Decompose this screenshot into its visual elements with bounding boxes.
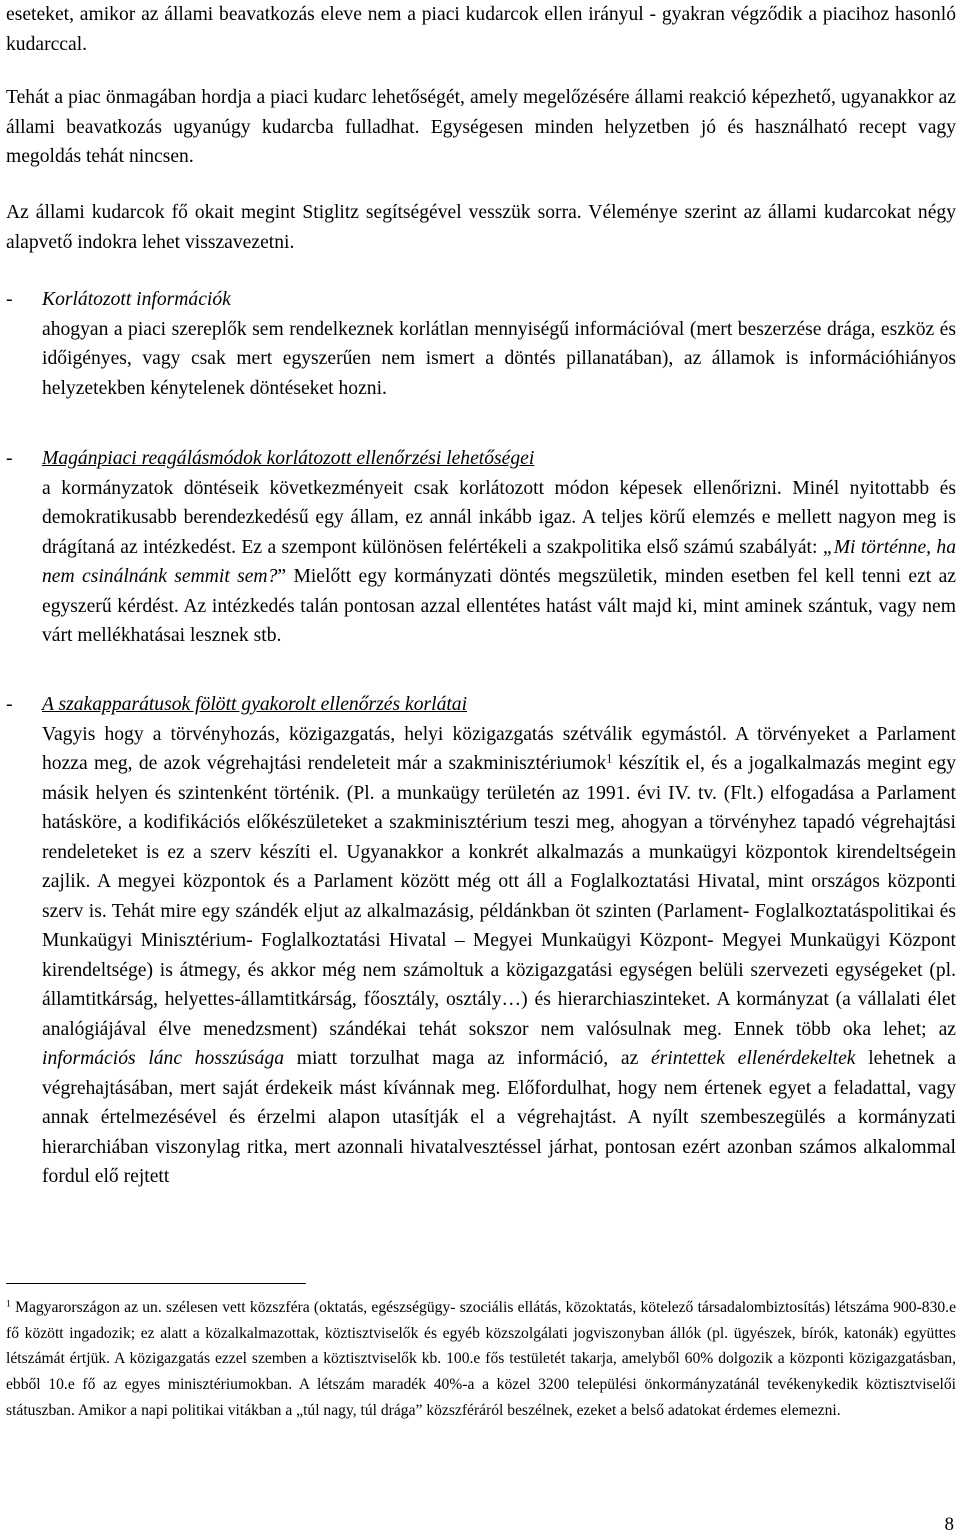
list-item-heading: Korlátozott információk [42,289,231,310]
list-item-body-cont: ” Mielőtt egy kormányzati döntés megszületik, minden esetben fel kell tenni ezt az egyszerű kérdést. Az intézkedés talán pontosan azzal ellentétes hatást vált majd ki, mint aminek szántuk, vagy nem várt mellékhatásai lesznek stb. [42,566,956,646]
list-item-body: ahogyan a piaci szereplők sem rendelkeznek korlátlan mennyiségű információval (mert beszerzése drága, eszköz és időigényes, vagy csak mert egyszerűen nem ismert a döntés pillanatában), az államok is információhiányos helyzetekben kénytelenek döntéseket hozni. [42,318,956,399]
list-item-body-cont: lehetnek a végrehajtásában, mert saját érdekeik mást kívánnak meg. Előfordulhat, hogy nem értenek egyet a feladattal, vagy annak értelmezésével és érzelmi alapon utasítják el a végrehajtást. A nyílt szembeszegülés a kormányzati hierarchiában viszonylag ritka, mert azonnali hivatalvesztéssel járhat, pontosan ezért azonban számos alkalommal fordul elő rejtett [42,1048,956,1187]
list-item-text [42,285,956,403]
list-dash: - [6,448,13,469]
footnote-reference: 1 [606,751,613,766]
footnote-number: 1 [6,1298,11,1310]
list-item-emphasis: érintettek ellenérdekeltek [650,1048,856,1069]
list-item-body: a kormányzatok döntéseik következményeit csak korlátozott módon képesek ellenőrizni. Minél nyitottabb és demokratikusabb berendezkedésű egy állam, ez annál inkább igaz. A teljes körű elemzés e mellett nagyon meg is drágítaná az intézkedést. Ez a szempont különösen felértékeli a szakpolitika első számú szabályát: [42,477,956,558]
list-item-heading: A szakapparátusok fölött gyakorolt ellenőrzés korlátai [42,694,468,715]
footnote-text: Magyarországon az un. szélesen vett közszféra (oktatás, egészségügy- szociális ellátás, közoktatás, kötelező társadalombiztosítás) létszáma 900-830.e fő között ingadozik; ez alatt a közalkalmazottak, köztisztviselők és egyéb közszolgálati jogviszonyban állók (pl. ügyészek, bírók, katonák) együttes létszámát értjük. A közigazgatás ezzel szemben a köztisztviselők kb. 100.e fős testületét takarja, amelyből 60% dolgozik a központi közigazgatásban, ebből 10.e fő az egyes minisztériumokban. A létszám maradék 40%-a a közel 3200 települési önkormányzatánál tevékenykedik köztisztviselői státuszban. Amikor a napi politikai vitákban a „túl nagy, túl drága” közszféráról beszélnek, ezeket a belső adatokat érdemes elemezni. [6,1299,956,1419]
page-number: 8 [944,1514,954,1535]
list-item-body: Vagyis hogy a törvényhozás, közigazgatás, helyi közigazgatás szétválik egymástól. A törvényeket a Parlament hozza meg, de azok végrehajtási rendeleteit már a szakminisztériumok [42,723,956,774]
list-item-text [42,690,956,1192]
list-item-emphasis: információs lánc hosszúsága [42,1048,285,1069]
list-item-quote: „Mi történne, ha nem csinálnánk semmit sem? [42,536,956,587]
paragraph-intro: eseteket, amikor az állami beavatkozás eleve nem a piaci kudarcok ellen irányul - gyakran végződik a piacihoz hasonló kudarccal. [6,4,956,55]
list-item-body-cont: miatt torzulhat maga az információ, az [284,1048,651,1069]
footnote-divider [6,1283,306,1284]
list-item-body-cont: készítik el, és a jogalkalmazás megint egy másik helyen és szintenként történik. (Pl. a munkaügy területén az 1991. évi IV. tv. (Flt.) elfogadása a Parlament hatásköre, a kodifikációs előkészületeket a szakminisztérium teszi meg, ahogyan a törvényhez tapadó végrehajtási rendeleteket is ez a szerv készíti el. Ugyanakkor a konkrét alkalmazás a munkaügyi központok kirendeltségein zajlik. A megyei központok és a Parlament között még ott áll a Foglalkoztatási Hivatal, mint országos központi szerv is. Tehát mire egy szándék eljut az alkalmazásig, példánkban öt szinten (Parlament- Foglalkoztatáspolitikai és Munkaügyi Minisztérium- Foglalkoztatási Hivatal – Megyei Munkaügyi Központ- Megyei Munkaügyi Központ kirendeltsége) is átmegy, és akkor még nem számoltuk a közigazgatási egységen belüli szervezeti egységeket (pl. államtitkárság, helyettes-államtitkárság, főosztály, osztály…) és hierarchiaszinteket. A kormányzat (a vállalati élet analógiájával élve menedzsment) szándékai tehát sokszor nem valósulnak meg. Ennek több oka lehet; az [42,753,956,1040]
paragraph-stiglitz: Az állami kudarcok fő okait megint Stiglitz segítségével vesszük sorra. Véleménye szerint az állami kudarcokat négy alapvető indokra lehet visszavezetni. [6,202,956,253]
list-item-text [42,444,956,651]
footnote [6,1295,956,1424]
list-item-heading: Magánpiaci reagálásmódok korlátozott ellenőrzési lehetőségei [42,448,535,469]
list-dash: - [6,289,13,310]
list-dash: - [6,694,13,715]
paragraph-market-failure: Tehát a piac önmagában hordja a piaci kudarc lehetőségét, amely megelőzésére állami reakció képezhető, ugyanakkor az állami beavatkozás ugyanúgy kudarcba fulladhat. Egységesen minden helyzetben jó és használható recept vagy megoldás tehát nincsen. [6,87,956,167]
